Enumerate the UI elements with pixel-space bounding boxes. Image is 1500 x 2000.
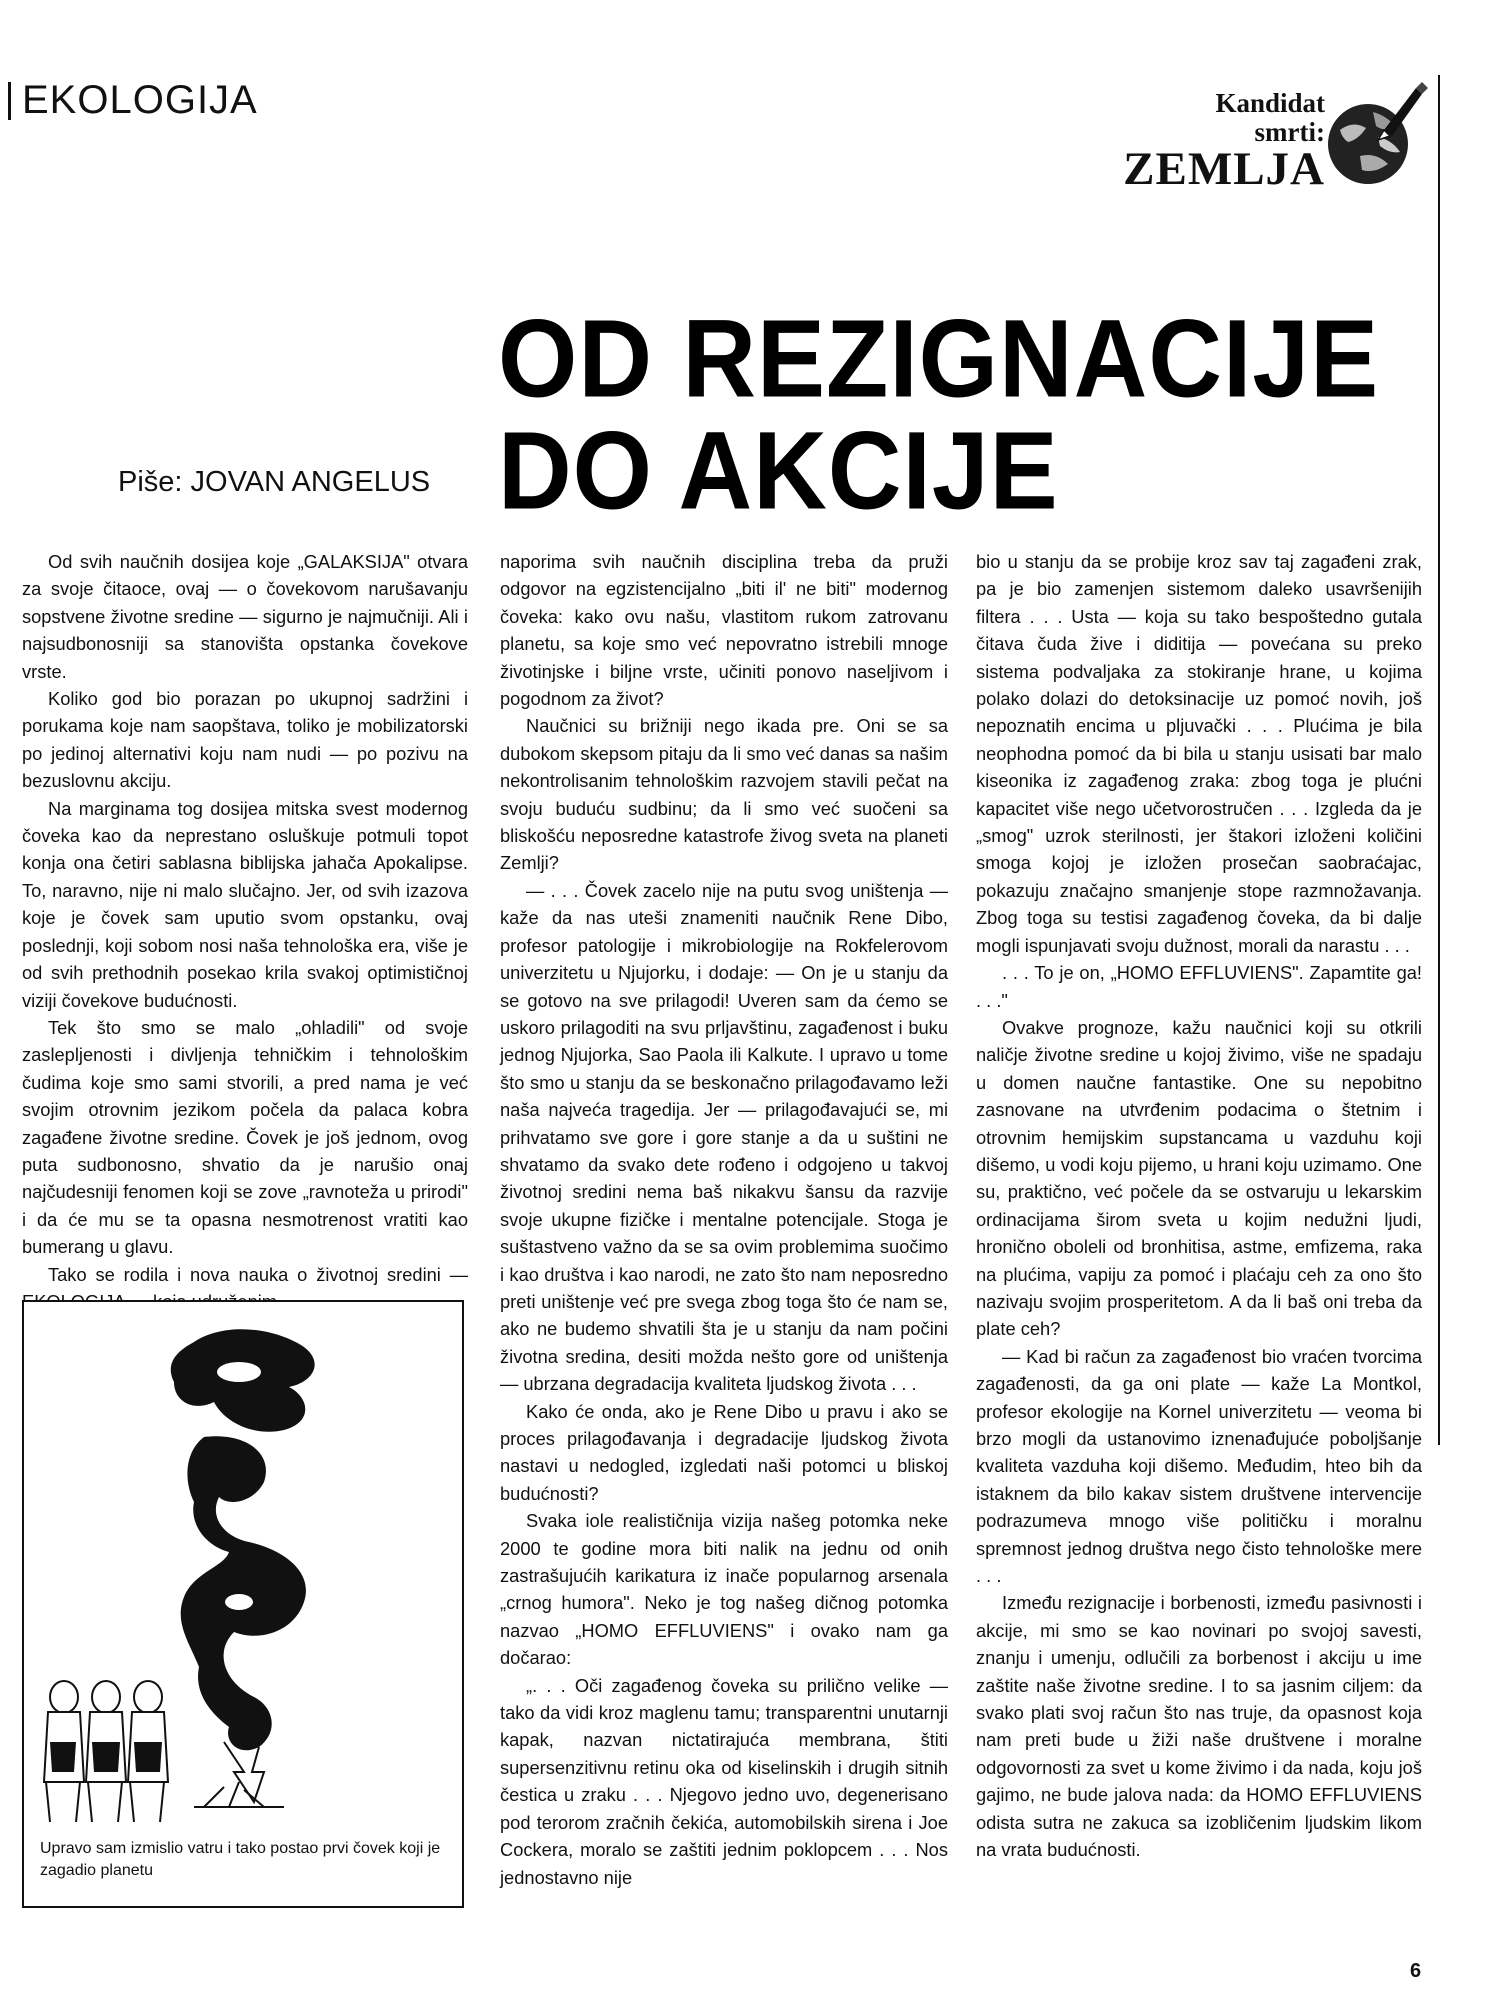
cartoon-illustration	[22, 1300, 464, 1908]
column-rule-right	[1438, 75, 1440, 1445]
headline-line-1: OD REZIGNACIJE	[498, 296, 1380, 421]
paragraph: Između rezignacije i borbenosti, između pasivnosti i akcije, mi smo se kao novinari po svojoj savesti, znanju i umenju, odlučili za borbenost i akciju u ime zaštite naše životne sredine. I to sa jasnim ciljem: da svako plati svoj račun što nas truje, da opasnost koja nam preti bude u žiži naše društvene i moralne odgovornosti za svet u kome živimo i da nada, koju još gajimo, ne bude jalova nada: da HOMO EFFLUVIENS odista sutra ne zakuca sa izobličenim ljudskim likom na vrata budućnosti.	[976, 1592, 1422, 1861]
paragraph: — . . . Čovek zacelo nije na putu svog uništenja — kaže da nas uteši znameniti naučnik Rene Dibo, profesor patologije i mikrobiologije na Rokfelerovom univerzitetu u Njujorku, i dodaje: — On je u stanju da se gotovo na sve prilagodi! Uveren sam da ćemo se uskoro prilagoditi na svu prljavštinu, zagađenost i buku jednog Njujorka, Sao Paola ili Kalkute. I upravo u tome što smo u stanju da se beskonačno prilagođavamo leži naša najveća tragedija. Jer — prilagođavajući se, mi prihvatamo sve gore i gore stanje a da u suštini ne shvatamo da svako dete rođeno i odgojeno u takvoj životnoj sredini nema baš nikakvu šansu da razvije svoje ukupne fizičke i mentalne potencijale. Stoga je suštastveno važno da se sa ovim problemima suočimo i kao društva i kao narodi, ne zato što nam neposredno preti uništenje već pre svega zbog toga što će nam se, ako ne budemo shvatili šta je u stanju da nam počini životna sredina, desiti možda nešto gore od uništenja — ubrzana degradacija kvaliteta ljudskog života . . .	[500, 879, 948, 1395]
paragraph: Na marginama tog dosijea mitska svest modernog čoveka kao da neprestano osluškuje potmuli topot konja ona četiri sablasna biblijska jahača Apokalipse. To, naravno, nije ni malo slučajno. Jer, od svih izazova koje je čovek sam uputio svom opstanku, ovaj poslednji, koji sobom nosi naša tehnološka era, više je od svih prethodnih posekao krila svakoj optimističnoj viziji čovekove budućnosti.	[22, 797, 468, 1011]
paragraph: — Kad bi račun za zagađenost bio vraćen tvorcima zagađenosti, da ga oni plate — kaže La Montkol, profesor ekologije na Kornel univerzitetu — veoma bi brzo mogli da ustanovimo iznenađujuće poboljšanje kvaliteta vazduha koji dišemo. Međudim, hteo bih da istaknem da bilo kakav sistem društvene intervencije podrazumeva mnogo više političku i moralnu spremnost jednog društva nego čisto tehnološke mere . . .	[976, 1345, 1422, 1587]
kicker-line-3: ZEMLJA	[1123, 143, 1325, 195]
article-column-2	[500, 548, 948, 1891]
article-column-3	[976, 548, 1422, 1864]
illustration-caption: Upravo sam izmislio vatru i tako postao prvi čovek koji je zagadio planetu	[40, 1840, 441, 1879]
headline	[498, 296, 1380, 533]
paragraph: Tako se rodila i nova nauka o životnoj sredini —	[48, 1263, 468, 1285]
paragraph: Kako će onda, ako je Rene Dibo u pravu i ako se proces prilagođavanja i degradacije ljudskog života nastavi u nedogled, izgledati naši potomci u bliskoj budućnosti?	[500, 1400, 948, 1504]
headline-line-2: DO AKCIJE	[498, 408, 1059, 533]
paragraph: naporima svih naučnih disciplina treba da pruži odgovor na egzistencijalno „biti il' ne biti" modernog čoveka: kako ovu našu, vlastitom rukom zatrovanu planetu, sa koje smo već nepovratno istrebili mnoge životinjske i biljne vrste, učiniti ponovo naseljivom i pogodnom za život?	[500, 551, 948, 710]
kicker-line-1: Kandidat	[1215, 88, 1325, 118]
section-title: EKOLOGIJA	[22, 78, 258, 122]
paragraph: Koliko god bio porazan po ukupnoj sadržini i porukama koje nam saopštava, toliko je mobilizatorski po jedinoj alternativi koju nam nudi — po pozivu na bezuslovnu akciju.	[22, 688, 468, 792]
paragraph: Tek što smo se malo „ohladili" od svoje zaslepljenosti i divljenja tehničkim i tehnološkim čudima koje smo sami stvorili, a pred nama je već svojim otrovnim jezikom počela da palaca kobra zagađene životne sredine. Čovek je još jednom, ovog puta sudbonosno, shvatio da je narušio onaj najčudesniji fenomen koji se zove „ravnoteža u prirodi" i da će mu se ta opasna nesmotrenost vratiti kao bumerang u glavu.	[22, 1016, 468, 1258]
globe-with-pen-icon	[1318, 82, 1428, 197]
smoke-drawing	[24, 1302, 462, 1832]
paragraph: „. . . Oči zagađenog čoveka su prilično velike — tako da vidi kroz maglenu tamu; transparentni unutarnji kapak, nazvan nictatirajuća membrana, štiti supersenzitivnu retinu oka od kiselinskih i drugih sitnih čestica u zraku . . . Njegovo jedno uvo, degenerisano pod terorom zračnih čekića, automobilskih sirena i Joe Cockera, moralo se zaštiti jednim poklopcem . . . Nos jednostavno nije	[500, 1674, 948, 1888]
paragraph: Svaka iole realističnija vizija našeg potomka neke 2000 te godine mora biti nalik na jednu od onih zastrašujućih karikatura iz inače popularnog arsenala „crnog humora". Neko je tog našeg dičnog potomka nazvao „HOMO EFFLUVIENS" i ovako nam ga dočarao:	[500, 1510, 948, 1669]
paragraph: Od svih naučnih dosijea koje „GALAKSIJA" otvara za svoje čitaoce, ovaj — o čovekovom narušavanju sopstvene životne sredine — sigurno je najmučniji. Ali i najsudbonosniji sa stanovišta opstanka čovekove vrste.	[22, 551, 468, 682]
paragraph: Ovakve prognoze, kažu naučnici koji su otkrili naličje životne sredine u kojoj živimo, više ne spadaju u domen naučne fantastike. One su nepobitno zasnovane na utvrđenim podacima o štetnim i otrovnim hemijskim supstancama u vazduhu koji dišemo, u vodi koju pijemo, u hrani koju uzimamo. One su, praktično, već počele da se ostvaruju u lekarskim ordinacijama širom sveta u kojim nedužni ljudi, hronično oboleli od bronhitisa, astme, emfizema, raka na plućima, vapiju za pomoć i plaćaju ceh za ono što nazivaju svojim prosperitetom. A da li baš oni treba da plate ceh?	[976, 1016, 1422, 1340]
kicker-line-2: smrti:	[1254, 117, 1325, 147]
paragraph: bio u stanju da se probije kroz sav taj zagađeni zrak, pa je bio zamenjen sistemom daleko usavršenijih filtera . . . Usta — koja su tako bespoštedno gutala čitava čuda žive i diditija — povećana su preko sistema podvaljaka za stokiranje hrane, u kojima polako dolazi do detoksinacije uz pomoć novih, još nepoznatih encima u pljuvački . . . Plućima je bila neophodna pomoć da bi bila u stanju usisati bar malo kiseonika iz zagađenog zraka: zbog toga je plućni kapacitet više nego učetvorostručen . . . Izgleda da je „smog" uzrok sterilnosti, jer štakori izloženi količini smoga kojoj je izložen prosečan saobraćajac, pokazuju značajno smanjenje stope razmnožavanja. Zbog toga su testisi zagađenog čoveka, da bi dalje mogli ispunjavati svoju dužnost, morali da narastu . . .	[976, 551, 1422, 956]
paragraph: Naučnici su brižniji nego ikada pre. Oni se sa dubokom skepsom pitaju da li smo već danas sa našim nekontrolisanim tehnološkim razvojem stavili pečat na svoju buduću sudbinu; da li smo već suočeni sa bliskošću neposredne katastrofe živog sveta na planeti Zemlji?	[500, 715, 948, 874]
article-column-1	[22, 548, 468, 1315]
section-rule	[8, 82, 11, 120]
byline: Piše: JOVAN ANGELUS	[118, 466, 431, 498]
paragraph: . . . To je on, „HOMO EFFLUVIENS". Zapamtite ga! . . ."	[976, 962, 1422, 1011]
series-kicker	[1045, 88, 1325, 195]
page-number: 6	[1410, 1960, 1422, 1982]
